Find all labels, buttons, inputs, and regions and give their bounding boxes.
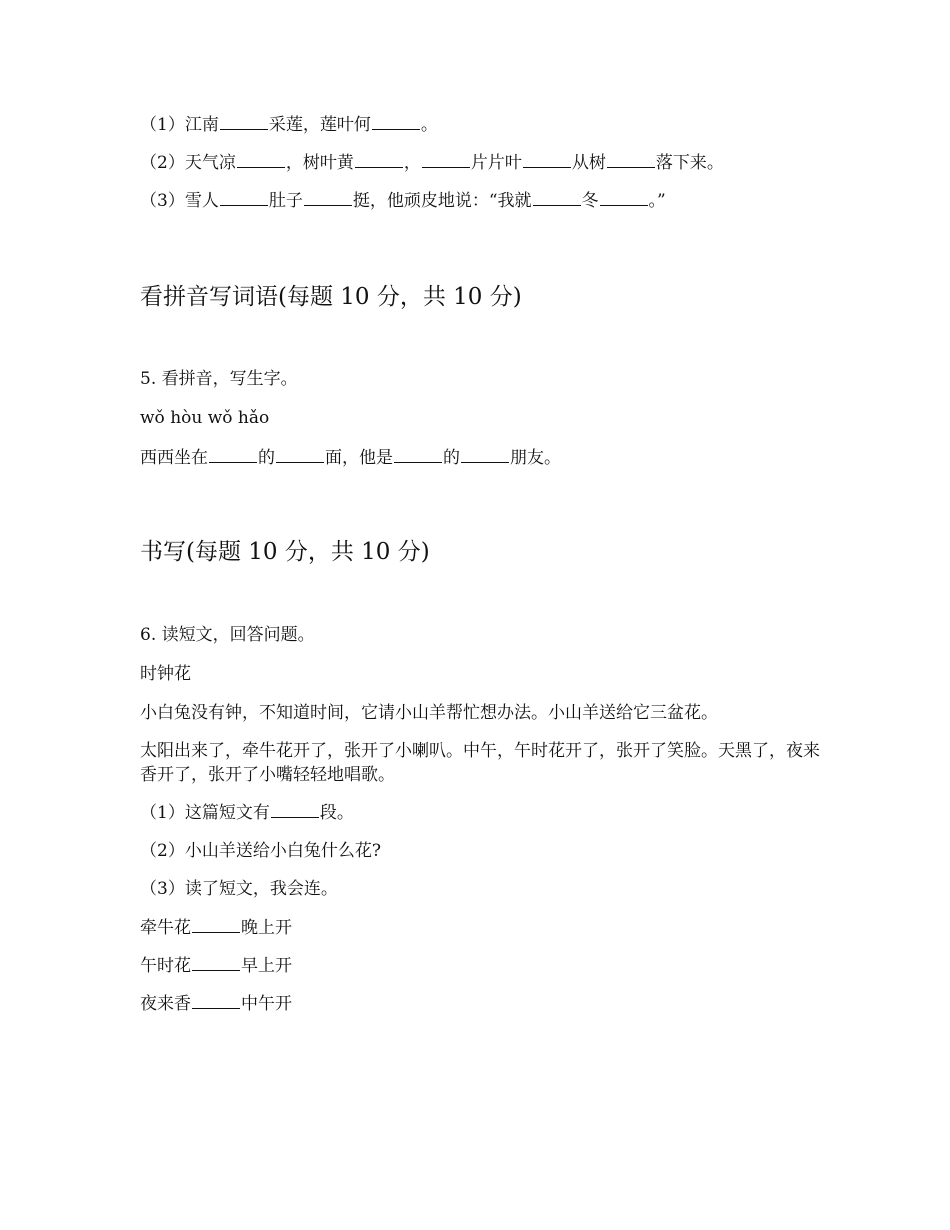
text: 朋友。 [510, 448, 561, 468]
text: ，树叶黄 [285, 153, 354, 173]
text: （1）江南 [140, 115, 219, 135]
sub-question-1 [140, 801, 354, 824]
text: 肚子 [268, 191, 303, 211]
text: 。” [648, 191, 666, 211]
fill-line-1 [140, 113, 438, 136]
answer-blank[interactable] [461, 446, 509, 463]
text: 从树 [571, 153, 606, 173]
answer-blank[interactable] [372, 113, 420, 130]
text: 的 [443, 448, 460, 468]
sub-question-3: （3）读了短文，我会连。 [140, 879, 338, 899]
question-6: 6. 读短文，回答问题。 [140, 625, 315, 645]
match-row [140, 954, 292, 977]
match-left: 午时花 [140, 956, 191, 976]
answer-blank[interactable] [422, 151, 470, 168]
answer-blank[interactable] [271, 801, 319, 818]
text: 冬 [581, 191, 599, 211]
match-row [140, 992, 292, 1015]
answer-blank[interactable] [276, 446, 324, 463]
match-right: 早上开 [241, 956, 292, 976]
passage-paragraph-2: 太阳出来了，牵牛花开了，张开了小喇叭。中午，午时花开了，张开了笑脸。天黑了，夜来香开了，张开了小嘴轻轻地唱歌。 [140, 741, 820, 785]
answer-blank[interactable] [607, 151, 655, 168]
text: 采莲，莲叶何 [268, 115, 371, 135]
fill-line-3 [140, 189, 666, 212]
answer-blank[interactable] [394, 446, 442, 463]
passage-paragraph-1: 小白兔没有钟，不知道时间，它请小山羊帮忙想办法。小山羊送给它三盆花。 [140, 703, 718, 723]
question-5: 5. 看拼音，写生字。 [140, 369, 298, 389]
match-right: 晚上开 [241, 918, 292, 938]
answer-blank[interactable] [237, 151, 285, 168]
answer-blank[interactable] [192, 916, 240, 933]
section-heading-pinyin: 看拼音写词语(每题 10 分，共 10 分) [140, 284, 522, 310]
text: 的 [258, 448, 275, 468]
answer-blank[interactable] [220, 189, 268, 206]
fill-line-2 [140, 151, 724, 174]
section-heading-writing: 书写(每题 10 分，共 10 分) [140, 539, 430, 565]
text: ， [403, 153, 421, 173]
passage-title: 时钟花 [140, 664, 191, 684]
sub-question-2: （2）小山羊送给小白兔什么花? [140, 841, 381, 861]
text: 西西坐在 [140, 448, 208, 468]
pinyin-sentence [140, 446, 561, 469]
answer-blank[interactable] [523, 151, 571, 168]
answer-blank[interactable] [600, 189, 648, 206]
pinyin-line: wǒ hòu wǒ hǎo [140, 408, 270, 428]
text: （2）天气凉 [140, 153, 236, 173]
text: （1）这篇短文有 [140, 803, 270, 823]
text: 落下来。 [655, 153, 724, 173]
answer-blank[interactable] [355, 151, 403, 168]
answer-blank[interactable] [220, 113, 268, 130]
answer-blank[interactable] [209, 446, 257, 463]
answer-blank[interactable] [304, 189, 352, 206]
text: 挺，他顽皮地说：“我就 [352, 191, 532, 211]
match-right: 中午开 [241, 994, 292, 1014]
text: （3）雪人 [140, 191, 219, 211]
match-left: 夜来香 [140, 994, 191, 1014]
text: 面，他是 [325, 448, 393, 468]
text: 段。 [319, 803, 354, 823]
text: 。 [420, 115, 438, 135]
answer-blank[interactable] [192, 954, 240, 971]
answer-blank[interactable] [533, 189, 581, 206]
match-row [140, 916, 292, 939]
answer-blank[interactable] [192, 992, 240, 1009]
text: 片片叶 [470, 153, 522, 173]
match-left: 牵牛花 [140, 918, 191, 938]
